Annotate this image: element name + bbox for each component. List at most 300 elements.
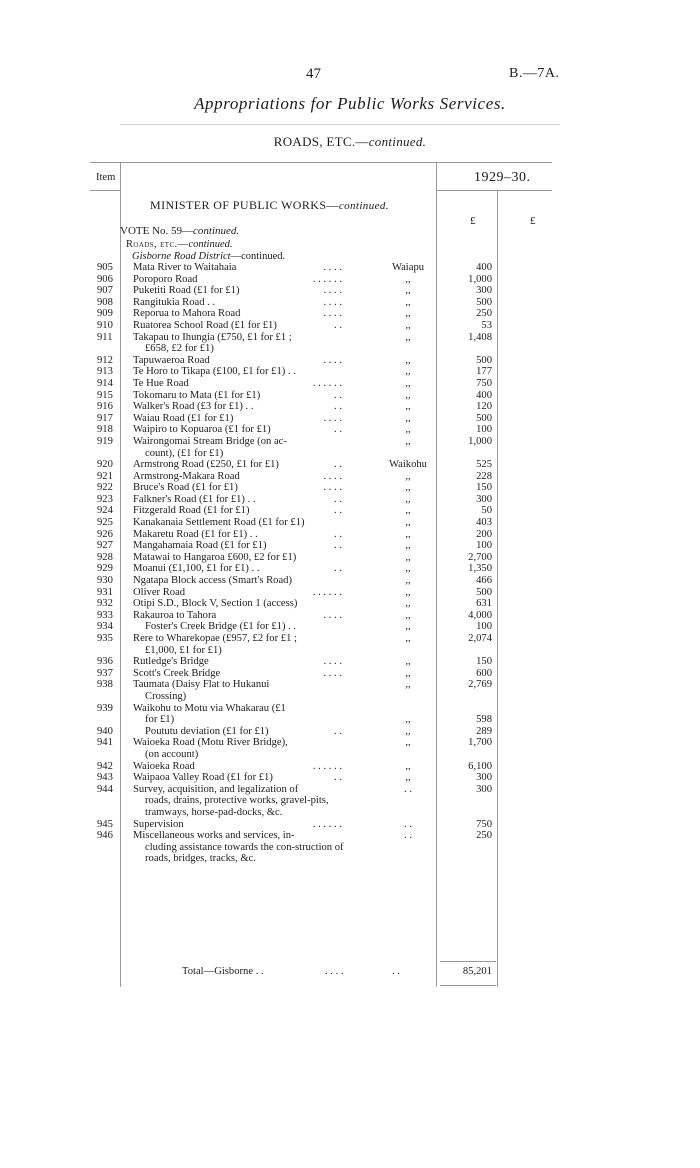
amount: 403 xyxy=(476,517,492,529)
item-number: 927 xyxy=(97,540,113,552)
table-row xyxy=(0,482,700,494)
page-title: Appropriations for Public Works Services. xyxy=(194,94,506,113)
item-description xyxy=(133,575,353,587)
subtitle-main: ROADS, ETC.— xyxy=(273,134,369,149)
item-number: 937 xyxy=(97,667,113,679)
table-row xyxy=(0,761,700,773)
leader-dots: . . . . . . xyxy=(312,818,342,830)
description-continuation: Crossing) xyxy=(145,690,187,702)
total-top-rule xyxy=(440,961,496,962)
minister-continued: continued. xyxy=(338,200,389,212)
description-line: Fitzgerald Road (£1 for £1) xyxy=(133,505,250,517)
amount: 500 xyxy=(476,354,492,366)
leader-dots: . . . . xyxy=(323,285,342,297)
item-number: 924 xyxy=(97,505,113,517)
district-area: ,, xyxy=(405,412,411,424)
amount: 400 xyxy=(476,262,492,273)
description-line: Tokomaru to Mata (£1 for £1) xyxy=(133,389,261,401)
item-number: 926 xyxy=(97,528,113,540)
leader-dots: . . . . xyxy=(323,470,342,482)
leader-dots: . . xyxy=(334,459,342,471)
minister-heading xyxy=(150,198,389,213)
item-number: 940 xyxy=(97,725,113,737)
leader-dots: . . . . . . xyxy=(312,586,342,598)
amount: 631 xyxy=(476,598,492,610)
item-number: 913 xyxy=(97,366,113,378)
leader-dots: . . . . xyxy=(323,308,342,320)
leader-dots: . . xyxy=(334,424,342,436)
item-description xyxy=(133,598,353,610)
district-area: ,, xyxy=(405,563,411,575)
item-number: 919 xyxy=(97,435,113,447)
leader-dots: . . xyxy=(334,563,342,575)
description-line: Armstrong Road (£250, £1 for £1) xyxy=(133,459,279,471)
description-line: Makaretu Road (£1 for £1) . . xyxy=(133,528,258,540)
vote-continued: continued. xyxy=(193,225,240,237)
amount: 300 xyxy=(476,493,492,505)
currency-symbol-col2: £ xyxy=(530,215,536,227)
table-row xyxy=(0,772,700,784)
district-area: ,, xyxy=(405,737,411,749)
description-line: Rere to Wharekopae (£957, £2 for £1 ; xyxy=(133,633,297,644)
table-row xyxy=(0,529,700,541)
item-number: 920 xyxy=(97,459,113,471)
table-row xyxy=(0,656,700,668)
district-area: ,, xyxy=(405,656,411,668)
description-line: Takapau to Ihungia (£750, £1 for £1 ; xyxy=(133,331,292,343)
district-area: ,, xyxy=(405,273,411,285)
item-description xyxy=(133,784,353,819)
district-area: . . xyxy=(404,830,412,842)
description-line: Moanui (£1,100, £1 for £1) . . xyxy=(133,563,260,575)
district-area: ,, xyxy=(405,528,411,540)
leader-dots: . . xyxy=(334,493,342,505)
total-area-dots: . . xyxy=(392,966,400,977)
description-line: Scott's Creek Bridge xyxy=(133,667,221,679)
description-line: Mangahamaia Road (£1 for £1) xyxy=(133,540,267,552)
item-description xyxy=(133,633,353,656)
amount: 2,700 xyxy=(468,551,492,563)
roads-continued: continued. xyxy=(188,239,233,250)
total-leader-dots: . . . . xyxy=(325,966,344,977)
item-number: 928 xyxy=(97,551,113,563)
amount: 600 xyxy=(476,667,492,679)
table-row xyxy=(0,830,700,865)
district-area: ,, xyxy=(405,633,411,644)
description-line: Survey, acquisition, and legalization of xyxy=(133,783,299,795)
description-line: Waioeka Road xyxy=(133,760,195,772)
amount: 200 xyxy=(476,528,492,540)
district-area: ,, xyxy=(405,598,411,610)
amount: 150 xyxy=(476,482,492,494)
table-row xyxy=(0,737,700,760)
item-number: 915 xyxy=(97,389,113,401)
table-row xyxy=(0,726,700,738)
table-row xyxy=(0,587,700,599)
item-description xyxy=(133,390,353,402)
item-number: 908 xyxy=(97,296,113,308)
district-area: ,, xyxy=(405,389,411,401)
item-number: 929 xyxy=(97,563,113,575)
amount: 500 xyxy=(476,586,492,598)
description-line: Miscellaneous works and services, in- xyxy=(133,830,295,842)
leader-dots: . . . . . . xyxy=(312,273,342,285)
title-rule xyxy=(120,124,560,125)
leader-dots: . . . . xyxy=(323,656,342,668)
item-number: 906 xyxy=(97,273,113,285)
amount: 177 xyxy=(476,366,492,378)
table-row xyxy=(0,424,700,436)
item-number: 946 xyxy=(97,830,113,842)
district-area: ,, xyxy=(405,401,411,413)
leader-dots: . . xyxy=(334,319,342,331)
item-number: 914 xyxy=(97,377,113,389)
description-line: Puketiti Road (£1 for £1) xyxy=(133,285,240,297)
description-line: Waioeka Road (Motu River Bridge), xyxy=(133,737,288,749)
page-number: 47 xyxy=(306,66,321,82)
district-area: ,, xyxy=(405,609,411,621)
district-area: ,, xyxy=(405,667,411,679)
description-line: Poututu deviation (£1 for £1) xyxy=(145,725,269,737)
table-row xyxy=(0,366,700,378)
district-area: ,, xyxy=(405,575,411,587)
item-description xyxy=(133,308,353,320)
description-continuation: count), (£1 for £1) xyxy=(145,447,224,459)
item-description xyxy=(133,552,353,564)
district-area: ,, xyxy=(405,308,411,320)
amount: 100 xyxy=(476,621,492,633)
district-area: ,, xyxy=(405,366,411,378)
vote-heading xyxy=(120,225,239,237)
district-area: ,, xyxy=(405,760,411,772)
district-area: ,, xyxy=(405,551,411,563)
leader-dots: . . . . xyxy=(323,667,342,679)
item-description xyxy=(133,737,353,760)
item-description xyxy=(133,668,353,680)
description-line: Tapuwaeroa Road xyxy=(133,354,210,366)
amount: 150 xyxy=(476,656,492,668)
item-number: 918 xyxy=(97,424,113,436)
item-number: 917 xyxy=(97,412,113,424)
district-area: ,, xyxy=(405,714,411,726)
item-description xyxy=(133,262,353,274)
description-line: Armstrong-Makara Road xyxy=(133,470,240,482)
table-row xyxy=(0,413,700,425)
leader-dots: . . . . xyxy=(323,262,342,273)
description-line: Foster's Creek Bridge (£1 for £1) . . xyxy=(145,621,297,633)
description-line: Reporua to Mahora Road xyxy=(133,308,241,320)
leader-dots: . . xyxy=(334,540,342,552)
item-description xyxy=(133,540,353,552)
description-continuation: (on account) xyxy=(145,748,199,760)
table-row xyxy=(0,610,700,622)
minister-main: MINISTER OF PUBLIC WORKS— xyxy=(150,198,339,212)
table-row xyxy=(0,320,700,332)
amount: 2,769 xyxy=(468,679,492,691)
amount: 50 xyxy=(481,505,492,517)
district-area: ,, xyxy=(405,517,411,529)
description-continuation: for £1) xyxy=(145,714,175,726)
table-row xyxy=(0,494,700,506)
item-number: 921 xyxy=(97,470,113,482)
item-description xyxy=(133,285,353,297)
item-number: 933 xyxy=(97,609,113,621)
amount: 500 xyxy=(476,412,492,424)
item-description xyxy=(133,297,353,309)
amount: 300 xyxy=(476,772,492,784)
year-header-rule xyxy=(436,190,552,191)
leader-dots: . . . . xyxy=(323,609,342,621)
leader-dots: . . xyxy=(334,528,342,540)
table-row xyxy=(0,308,700,320)
amount: 6,100 xyxy=(468,760,492,772)
description-line: Waikohu to Motu via Whakarau (£1 xyxy=(133,702,286,714)
amount: 300 xyxy=(476,285,492,297)
district-heading xyxy=(132,251,285,262)
table-row xyxy=(0,262,700,274)
item-description xyxy=(133,505,353,517)
item-number: 942 xyxy=(97,760,113,772)
description-line: Te Hue Road xyxy=(133,377,189,389)
leader-dots: . . . . . . xyxy=(312,760,342,772)
amount: 300 xyxy=(476,783,492,795)
district-area: ,, xyxy=(405,296,411,308)
district-area: ,, xyxy=(405,505,411,517)
description-continuation: £1,000, £1 for £1) xyxy=(145,644,222,656)
district-area: Waiapu xyxy=(391,262,425,273)
item-number: 934 xyxy=(97,621,113,633)
amount: 1,000 xyxy=(468,435,492,447)
amount: 1,700 xyxy=(468,737,492,749)
item-number: 932 xyxy=(97,598,113,610)
amount: 2,074 xyxy=(468,633,492,644)
description-line: Rutledge's Bridge xyxy=(133,656,209,668)
item-description xyxy=(133,355,353,367)
item-description xyxy=(133,413,353,425)
district-area: ,, xyxy=(405,725,411,737)
amount: 598 xyxy=(476,714,492,726)
leader-dots: . . xyxy=(334,401,342,413)
document-reference: B.—7A. xyxy=(509,66,560,81)
description-line: Waiau Road (£1 for £1) xyxy=(133,412,234,424)
district-area: . . xyxy=(404,818,412,830)
table-row xyxy=(0,563,700,575)
table-row xyxy=(0,378,700,390)
amount: 1,408 xyxy=(468,331,492,343)
section-subtitle xyxy=(0,134,700,150)
description-line: Rangitukia Road . . xyxy=(133,296,216,308)
item-number: 907 xyxy=(97,285,113,297)
item-number: 912 xyxy=(97,354,113,366)
leader-dots: . . xyxy=(334,505,342,517)
table-row xyxy=(0,274,700,286)
district-area: ,, xyxy=(405,493,411,505)
district-continued: —continued. xyxy=(230,251,286,262)
description-line: Walker's Road (£3 for £1) . . xyxy=(133,401,254,413)
table-row xyxy=(0,297,700,309)
description-line: Ngatapa Block access (Smart's Road) xyxy=(133,575,292,587)
item-description xyxy=(133,320,353,332)
amount: 250 xyxy=(476,830,492,842)
item-number: 930 xyxy=(97,575,113,587)
item-number: 910 xyxy=(97,319,113,331)
amount: 228 xyxy=(476,470,492,482)
table-row xyxy=(0,401,700,413)
district-area: ,, xyxy=(405,319,411,331)
item-description xyxy=(133,482,353,494)
table-row xyxy=(0,668,700,680)
item-number: 909 xyxy=(97,308,113,320)
table-row xyxy=(0,355,700,367)
table-row xyxy=(0,552,700,564)
description-line: Falkner's Road (£1 for £1) . . xyxy=(133,493,256,505)
amount: 289 xyxy=(476,725,492,737)
item-number: 911 xyxy=(97,331,113,343)
total-amount: 85,201 xyxy=(462,966,492,977)
table-row xyxy=(0,621,700,633)
item-number: 938 xyxy=(97,679,113,691)
leader-dots: . . xyxy=(334,725,342,737)
table-row xyxy=(0,703,700,726)
amount: 750 xyxy=(476,818,492,830)
item-number: 944 xyxy=(97,783,113,795)
table-row xyxy=(0,436,700,459)
item-description xyxy=(133,703,353,726)
item-number: 923 xyxy=(97,493,113,505)
description-line: Wairongomai Stream Bridge (on ac- xyxy=(133,435,287,447)
item-description xyxy=(133,726,353,738)
table-row xyxy=(0,517,700,529)
amount: 250 xyxy=(476,308,492,320)
item-description xyxy=(133,563,353,575)
subtitle-continued: continued. xyxy=(368,134,427,149)
year-column-header: 1929–30. xyxy=(474,170,531,185)
item-description xyxy=(133,679,353,702)
district-area: ,, xyxy=(405,435,411,447)
table-row xyxy=(0,540,700,552)
item-number: 905 xyxy=(97,262,113,273)
amount: 466 xyxy=(476,575,492,587)
leader-dots: . . . . . . xyxy=(312,377,342,389)
appropriation-rows xyxy=(0,262,700,865)
item-column-header: Item xyxy=(96,172,116,183)
amount: 1,350 xyxy=(468,563,492,575)
item-number: 936 xyxy=(97,656,113,668)
table-row xyxy=(0,784,700,819)
item-number: 931 xyxy=(97,586,113,598)
description-line: Mata River to Waitahaia xyxy=(133,262,237,273)
roads-heading xyxy=(126,239,233,250)
table-row xyxy=(0,390,700,402)
item-description xyxy=(133,610,353,622)
district-area: ,, xyxy=(405,679,411,691)
item-number: 925 xyxy=(97,517,113,529)
district-area: ,, xyxy=(405,470,411,482)
district-main: Gisborne Road District xyxy=(132,251,231,262)
item-description xyxy=(133,656,353,668)
leader-dots: . . . . xyxy=(323,412,342,424)
table-row xyxy=(0,633,700,656)
item-description xyxy=(133,436,353,459)
district-area: ,, xyxy=(405,621,411,633)
description-line: Waipaoa Valley Road (£1 for £1) xyxy=(133,772,273,784)
table-row xyxy=(0,459,700,471)
item-description xyxy=(133,471,353,483)
item-description xyxy=(133,494,353,506)
table-top-rule xyxy=(90,162,552,163)
vote-main: VOTE No. 59— xyxy=(120,225,194,237)
amount: 1,000 xyxy=(468,273,492,285)
item-number: 945 xyxy=(97,818,113,830)
district-area: ,, xyxy=(405,772,411,784)
table-row xyxy=(0,332,700,355)
item-header-rule xyxy=(90,190,120,191)
district-area: Waikohu xyxy=(389,459,427,471)
roads-main: Roads, etc.— xyxy=(126,239,189,250)
item-number: 922 xyxy=(97,482,113,494)
item-description xyxy=(133,332,353,355)
description-line: Oliver Road xyxy=(133,586,186,598)
total-bottom-rule xyxy=(440,985,496,986)
item-description xyxy=(133,621,353,633)
description-line: Kanakanaia Settlement Road (£1 for £1) xyxy=(133,517,305,529)
description-line: Ruatorea School Road (£1 for £1) xyxy=(133,319,277,331)
item-description xyxy=(133,366,353,378)
table-row xyxy=(0,575,700,587)
amount: 100 xyxy=(476,540,492,552)
district-area: ,, xyxy=(405,285,411,297)
district-area: ,, xyxy=(405,377,411,389)
item-number: 935 xyxy=(97,633,113,644)
description-line: Waipiro to Kopuaroa (£1 for £1) xyxy=(133,424,271,436)
currency-symbol-col1: £ xyxy=(470,215,476,227)
table-row xyxy=(0,285,700,297)
table-row xyxy=(0,471,700,483)
item-description xyxy=(133,401,353,413)
item-description xyxy=(133,772,353,784)
amount: 120 xyxy=(476,401,492,413)
amount: 4,000 xyxy=(468,609,492,621)
item-description xyxy=(133,830,353,865)
district-area: ,, xyxy=(405,424,411,436)
total-label: Total—Gisborne . . xyxy=(182,966,264,977)
amount: 53 xyxy=(481,319,492,331)
item-description xyxy=(133,517,353,529)
description-line: Bruce's Road (£1 for £1) xyxy=(133,482,238,494)
district-area: ,, xyxy=(405,540,411,552)
table-row xyxy=(0,505,700,517)
leader-dots: . . . . xyxy=(323,296,342,308)
description-line: Te Horo to Tikapa (£100, £1 for £1) . . xyxy=(133,366,296,378)
item-number: 943 xyxy=(97,772,113,784)
district-area: ,, xyxy=(405,331,411,343)
item-description xyxy=(133,424,353,436)
description-continuation: cluding assistance towards the con-struction of roads, bridges, tracks, &c. xyxy=(145,841,344,865)
table-row xyxy=(0,679,700,702)
item-description xyxy=(133,459,353,471)
leader-dots: . . xyxy=(334,389,342,401)
table-row xyxy=(0,819,700,831)
leader-dots: . . xyxy=(334,772,342,784)
leader-dots: . . . . xyxy=(323,482,342,494)
description-line: Otipi S.D., Block V, Section 1 (access) xyxy=(133,598,298,610)
item-number: 941 xyxy=(97,737,113,749)
description-continuation: roads, drains, protective works, gravel-pits, tramways, horse-pad-docks, &c. xyxy=(145,795,329,818)
description-line: Supervision xyxy=(133,818,184,830)
amount: 750 xyxy=(476,377,492,389)
item-number: 916 xyxy=(97,401,113,413)
item-number: 939 xyxy=(97,702,113,714)
